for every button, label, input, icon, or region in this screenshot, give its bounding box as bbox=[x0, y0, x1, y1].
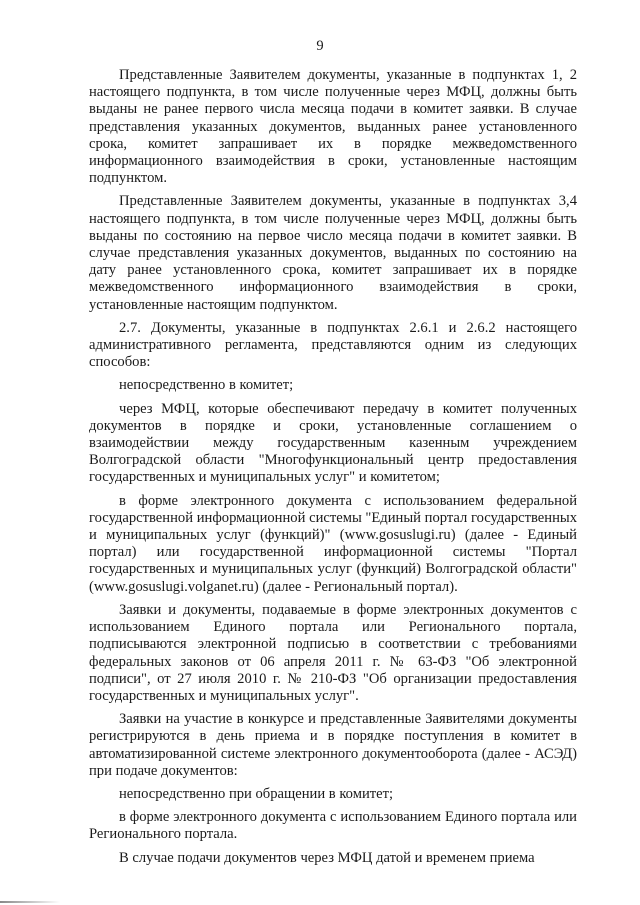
paragraph-docs-1-2: Представленные Заявителем документы, указанные в подпунктах 1, 2 настоящего подпункта, в том числе полученные через МФЦ, должны быть выданы не ранее первого числа месяца подачи в комитет заявки. В случае представления указанных документов, выданных ранее установленного срока, комитет запрашивает их в порядке межведомственного информационного взаимодействия в сроки, установленные настоящим подпунктом. bbox=[89, 67, 577, 187]
list-item-mfc: через МФЦ, которые обеспечивают передачу в комитет полученных документов в порядке и сроки, установленные соглашением о взаимодействии между государственным казенным учреждением Волгоградской области "Многофункциональный центр предоставления государственных и муниципальных услуг" и комитетом; bbox=[89, 400, 577, 486]
list-item-portal: в форме электронного документа с использованием Единого портала или Регионального портала. bbox=[89, 809, 577, 843]
paragraph-section-2-7: 2.7. Документы, указанные в подпунктах 2.6.1 и 2.6.2 настоящего административного регламента, представляются одним из следующих способов: bbox=[89, 319, 577, 371]
document-body bbox=[89, 67, 577, 867]
paragraph-docs-3-4: Представленные Заявителем документы, указанные в подпунктах 3,4 настоящего подпункта, в том числе полученные через МФЦ, должны быть выданы по состоянию на первое число месяца подачи в комитет заявки. В случае представления указанных документов, выданных по состоянию на дату ранее установленного срока, комитет запрашивает их в порядке межведомственного информационного взаимодействия в сроки, установленные настоящим подпунктом. bbox=[89, 193, 577, 313]
list-item-electronic: в форме электронного документа с использованием федеральной государственной информационной системы "Единый портал государственных и муниципальных услуг (функций)" (www.gosuslugi.ru) (далее - Единый портал) или государственной информационной системы "Портал государственных и муниципальных услуг (функций) Волгоградской области" (www.gosuslugi.volganet.ru) (далее - Региональный портал). bbox=[89, 492, 577, 595]
list-item-in-person: непосредственно при обращении в комитет; bbox=[119, 785, 394, 802]
scan-edge-mark bbox=[0, 901, 60, 903]
paragraph-mfc-date: В случае подачи документов через МФЦ датой и временем приема bbox=[119, 849, 535, 866]
page-number: 9 bbox=[316, 38, 324, 54]
paragraph-electronic-signature: Заявки и документы, подаваемые в форме электронных документов с использованием Единого портала или Регионального портала, подписываются электронной подписью в соответствии с требованиями федеральных законов от 06 апреля 2011 г. № 63-ФЗ "Об электронной подписи", от 27 июля 2010 г. № 210-ФЗ "Об организации предоставления государственных и муниципальных услуг". bbox=[89, 601, 577, 704]
paragraph-registration: Заявки на участие в конкурсе и представленные Заявителями документы регистрируются в день приема и в порядке поступления в комитет в автоматизированной системе электронного документооборота (далее - АСЭД) при подаче документов: bbox=[89, 711, 577, 779]
list-item-directly: непосредственно в комитет; bbox=[119, 377, 294, 394]
